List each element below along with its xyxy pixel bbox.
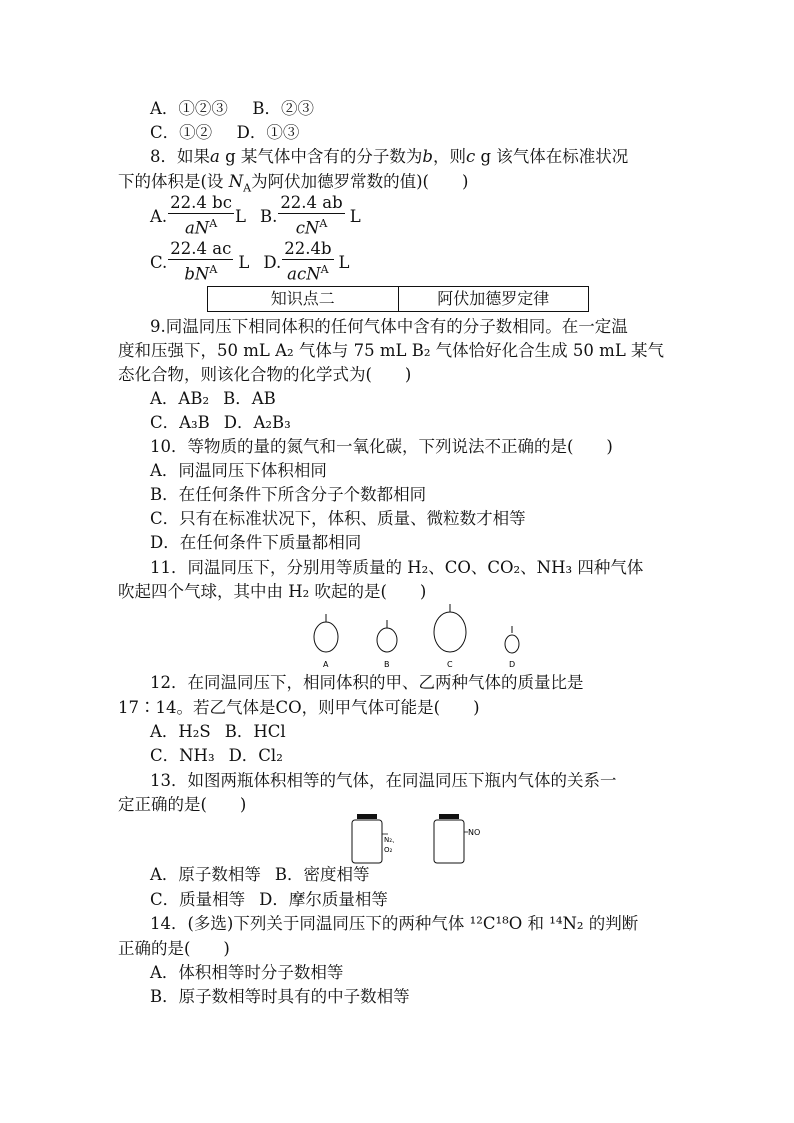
q10-option-a: A．同温同压下体积相同 — [150, 461, 327, 480]
q13-options-row2 — [150, 888, 388, 912]
q9-stem-line1: 9.同温同压下相同体积的任何气体中含有的分子数相同。在一定温 — [150, 317, 628, 336]
balloon-a-label: A — [323, 660, 329, 669]
q9-options-row2 — [150, 411, 291, 435]
balloon-b-label: B — [384, 660, 390, 669]
q12-stem-line2: 17∶14。若乙气体是CO，则甲气体可能是( ) — [118, 698, 480, 717]
q8-stem-line1: 8．如果a g 某气体中含有的分子数为b，则c g 该气体在标准状况 — [150, 147, 629, 166]
q12-option-c: C．NH₃ — [150, 746, 215, 765]
q8-option-a-label: A. — [150, 206, 168, 226]
knowledge-point-topic: 阿伏加德罗定律 — [398, 287, 589, 311]
balloon-c-label: C — [447, 660, 453, 669]
q10-stem: 10．等物质的量的氮气和一氧化碳，下列说法不正确的是( ) — [150, 437, 613, 456]
q10-option-c: C．只有在标准状况下，体积、质量、微粒数才相等 — [150, 509, 526, 528]
q7-options-row1 — [150, 97, 314, 121]
bottle-2-label: NO — [468, 828, 481, 837]
q8-option-b-fraction: $\frac{22.4 ab}{cN^A}$ — [280, 193, 343, 238]
q12-options-row2 — [150, 744, 283, 768]
q7-option-c: C．①② — [150, 123, 213, 142]
bottle-n2-o2 — [352, 814, 399, 863]
q9-option-a: A．AB₂ — [150, 389, 210, 408]
q7-options-row2 — [150, 121, 299, 145]
q8-option-c-label: C. — [150, 252, 168, 272]
q14-stem-line1: 14．(多选)下列关于同温同压下的两种气体 ¹²C¹⁸O 和 ¹⁴N₂ 的判断 — [150, 914, 639, 933]
q13-option-d: D．摩尔质量相等 — [259, 890, 388, 909]
q13-option-c: C．质量相等 — [150, 890, 246, 909]
q11-stem-line2: 吹起四个气球，其中由 H₂ 吹起的是( ) — [118, 582, 427, 601]
balloon-d — [505, 626, 519, 669]
q14-option-a: A．体积相等时分子数相等 — [150, 963, 344, 982]
q14-option-b: B．原子数相等时具有的中子数相等 — [150, 987, 410, 1006]
knowledge-point-table — [207, 286, 589, 312]
balloon-b — [377, 620, 397, 669]
q9-options-row1 — [150, 387, 276, 411]
q9-stem-line3: 态化合物，则该化合物的化学式为( ) — [118, 365, 412, 384]
q9-option-b: B．AB — [223, 389, 276, 408]
q9-option-c: C．A₃B — [150, 413, 210, 432]
q9-option-d: D．A₂B₃ — [223, 413, 291, 432]
knowledge-point-label: 知识点二 — [270, 289, 335, 308]
q12-option-a: A．H₂S — [150, 722, 211, 741]
bottle-no — [434, 814, 480, 863]
q12-stem-line1: 12．在同温同压下，相同体积的甲、乙两种气体的质量比是 — [150, 673, 584, 692]
q12-option-d: D．Cl₂ — [228, 746, 283, 765]
bottle-1-label: N₂、 — [384, 836, 400, 844]
q10-option-b: B．在任何条件下所含分子个数都相同 — [150, 485, 427, 504]
q13-bottles-figure — [340, 812, 490, 866]
q8-option-b-label: B. — [259, 206, 278, 226]
q10-option-d: D．在任何条件下质量都相同 — [150, 533, 362, 552]
q11-stem-line1: 11．同温同压下，分别用等质量的 H₂、CO、CO₂、NH₃ 四种气体 — [150, 558, 644, 577]
q11-balloons-figure — [300, 600, 530, 672]
balloon-a — [314, 614, 338, 669]
bottle-1-label-2: O₂ — [384, 846, 393, 854]
q13-options-row1 — [150, 863, 370, 887]
q13-option-a: A．原子数相等 — [150, 865, 261, 884]
q8-options-row2: C. $\frac{22.4 ac}{bN^A}$ L D. $\frac{22.4b}{acN^A}$ L — [150, 239, 350, 284]
q14-stem-line2: 正确的是( ) — [118, 939, 230, 958]
q8-stem-line2: 下的体积是(设 $N_A$为阿伏加德罗常数的值)( ) — [118, 172, 469, 195]
q13-option-b: B．密度相等 — [274, 865, 370, 884]
q13-stem-line1: 13．如图两瓶体积相等的气体，在同温同压下瓶内气体的关系一 — [150, 771, 617, 790]
q13-stem-line2: 定正确的是( ) — [118, 795, 247, 814]
q7-option-b: B．②③ — [252, 99, 315, 118]
q8-option-c-fraction: $\frac{22.4 ac}{bN^A}$ — [170, 239, 232, 284]
q7-option-d: D．①③ — [236, 123, 300, 142]
balloon-c — [434, 604, 466, 669]
q12-options-row1 — [150, 720, 286, 744]
q12-option-b: B．HCl — [224, 722, 286, 741]
q9-stem-line2: 度和压强下，50 mL A₂ 气体与 75 mL B₂ 气体恰好化合生成 50 mL 某气 — [118, 341, 665, 360]
q8-option-d-fraction: $\frac{22.4b}{acN^A}$ — [284, 239, 332, 284]
balloon-d-label: D — [509, 660, 516, 669]
q8-options-row1: A. $\frac{22.4 bc}{aN^A}$ L B. $\frac{22.4 ab}{cN^A}$ L — [150, 193, 361, 238]
q7-option-a: A．①②③ — [150, 99, 228, 118]
q8-option-d-label: D. — [263, 252, 282, 272]
q8-option-a-fraction: $\frac{22.4 bc}{aN^A}$ — [170, 193, 232, 238]
